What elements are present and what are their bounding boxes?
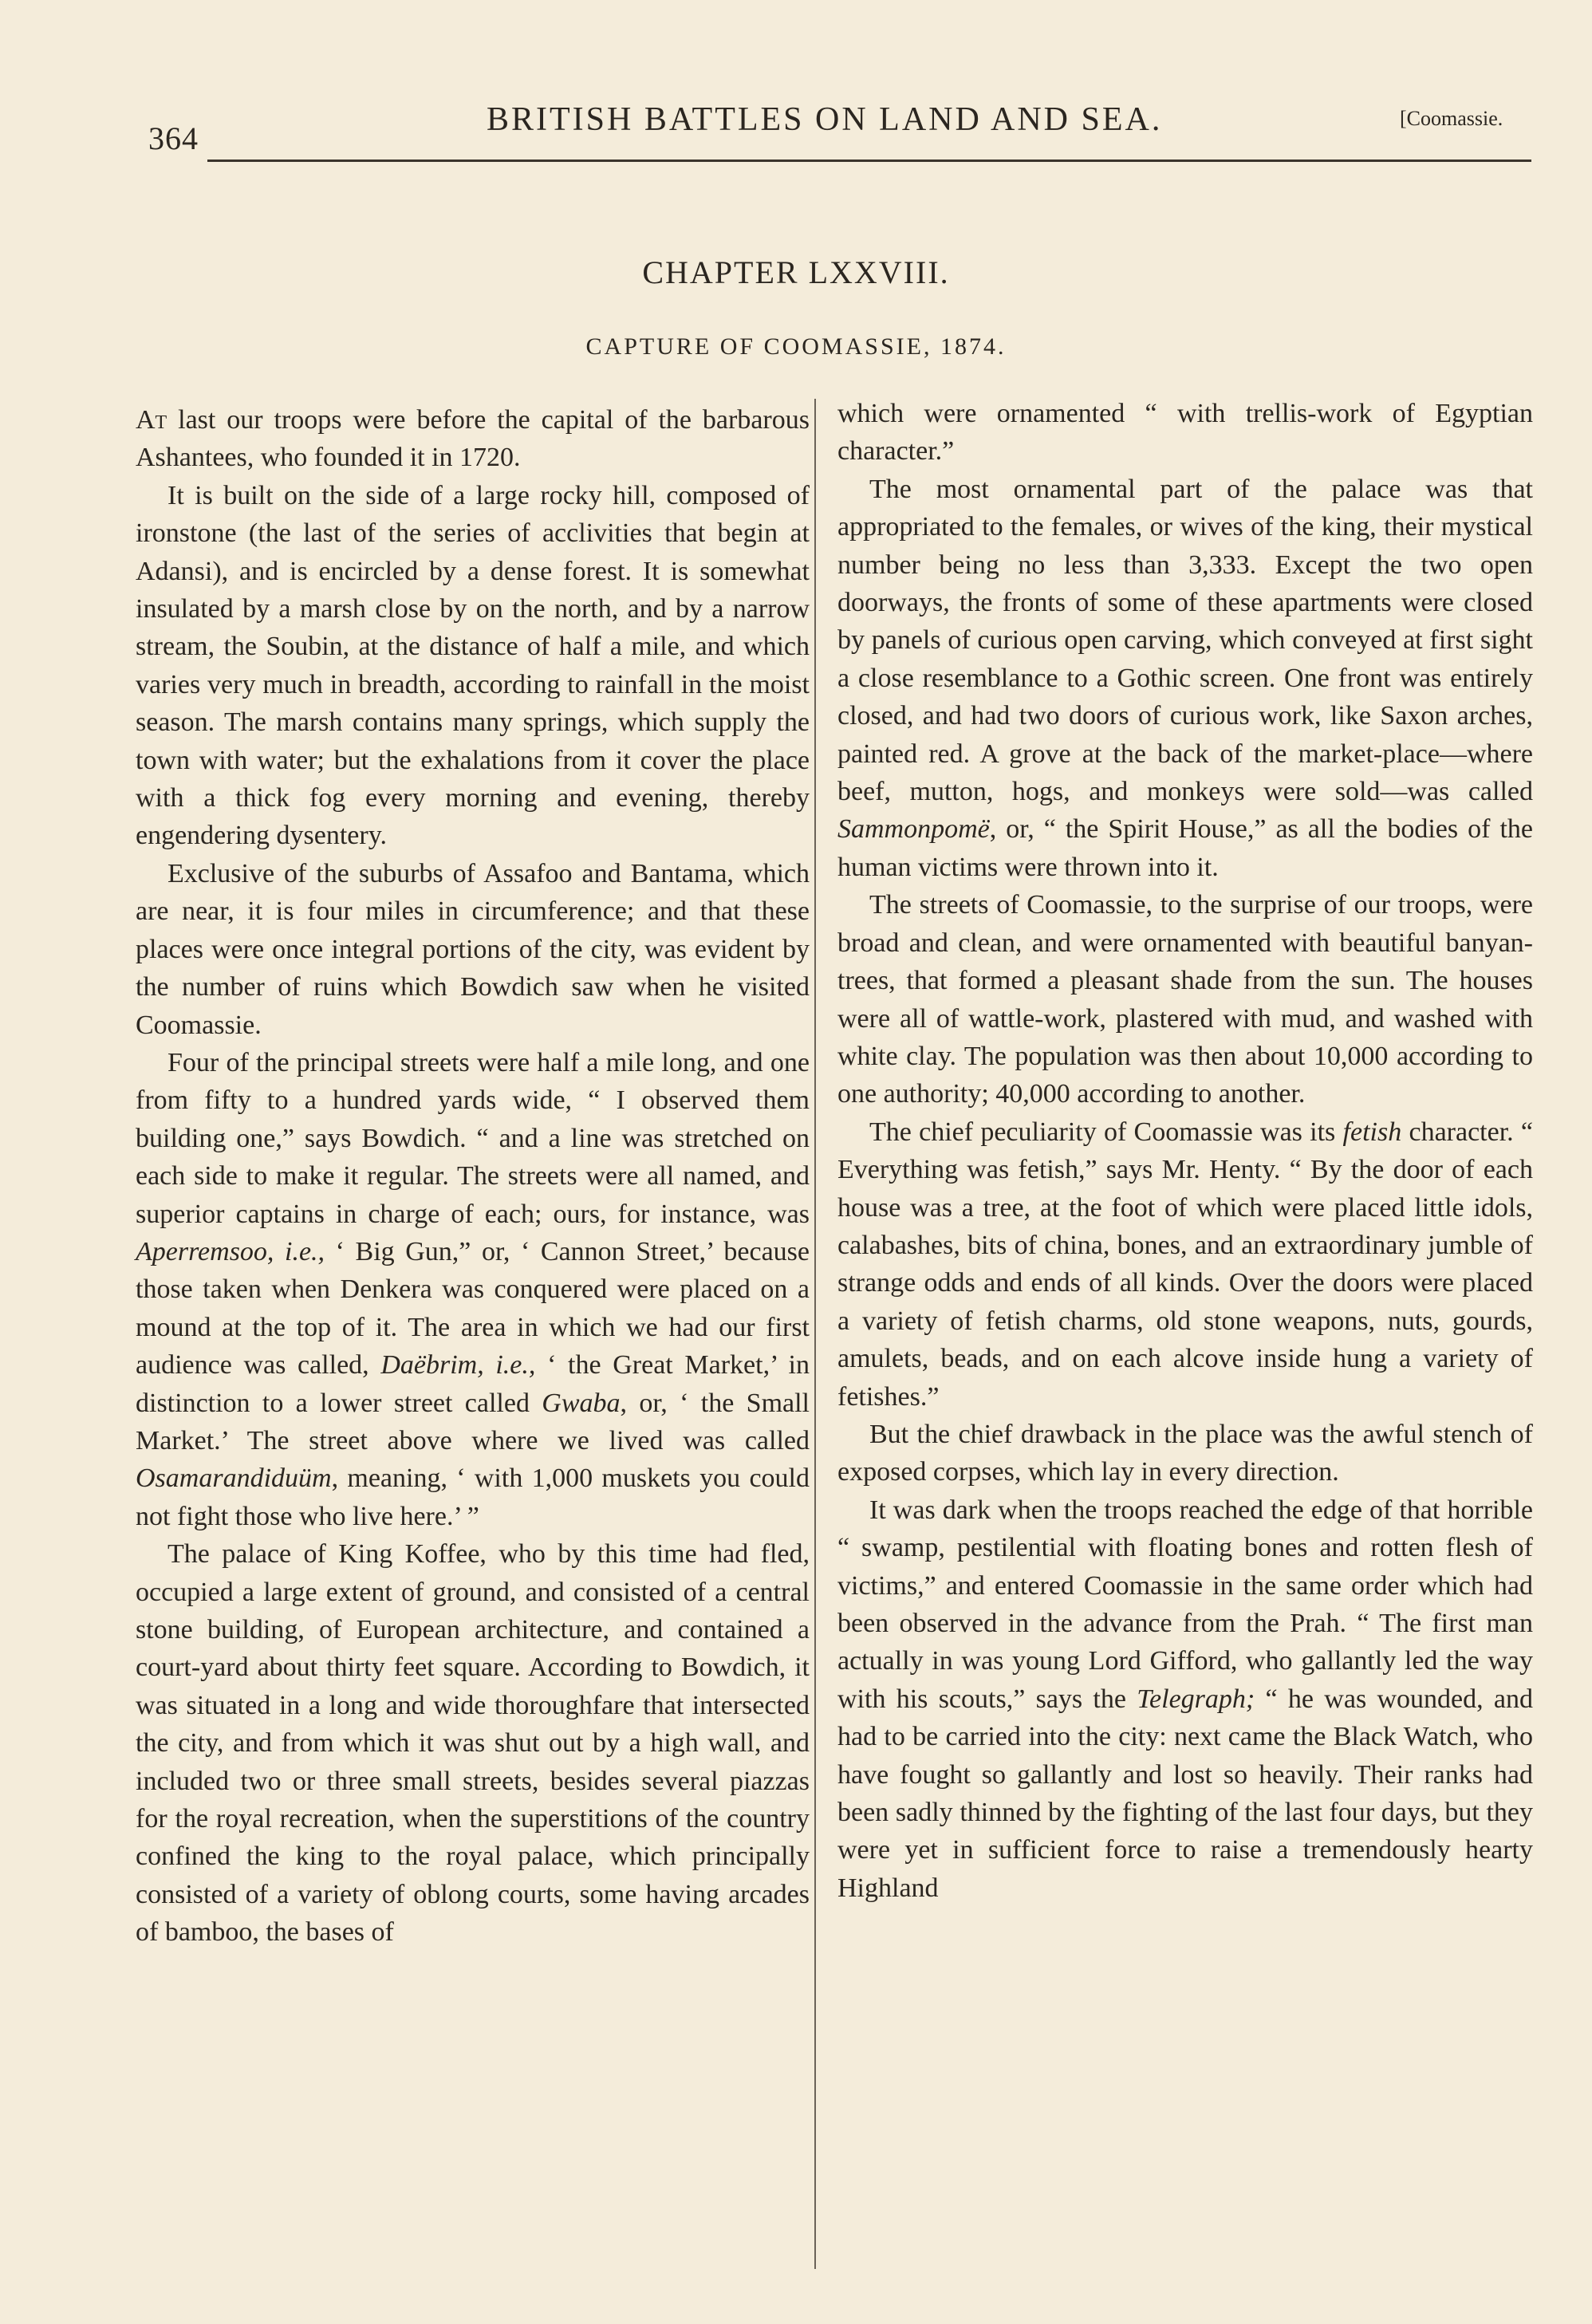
paragraph: The palace of King Koffee, who by this time had fled, occupied a large extent of ground, and consisted of a central stone building, of European architecture, and contained a court-yard about thirty feet square. According to Bowdich, it was situated in a long and wide thoroughfare that intersected the city, and from which it was shut out by a high wall, and included two or three small streets, besides several piazzas for the royal recreation, when the superstitions of the country confined the king to the royal palace, which principally consisted of a variety of oblong courts, some having arcades of bamboo, the bases of: [136, 1539, 810, 1948]
paragraph-text: last our troops were before the capital of the barbarous Ashantees, who founded it in 1720.: [136, 405, 810, 473]
italic-term: Sammonpomë: [837, 814, 990, 845]
paragraph: Exclusive of the suburbs of Assafoo and Bantama, which are near, it is four miles in circumference; and that these places were once integral portions of the city, was evident by the number of ruins which Bowdich saw when he visited Coomassie.: [136, 858, 810, 1040]
italic-term: Osamarandiduüm: [136, 1463, 332, 1494]
chapter-title: CHAPTER LXXVIII.: [642, 254, 950, 290]
lead-word: At: [136, 405, 167, 435]
paragraph-text: , or, ‘ the Small Market.’ The street above where we lived was called: [136, 1388, 810, 1455]
paragraph-text: The most ornamental part of the palace was that appropriated to the females, or wives of the king, their mystical number being no less than 3,333. Except the two open doorways, the fronts of some of these apartments were closed by panels of curious open carving, which conveyed at first sight a close resemblance to a Gothic screen. One front was entirely closed, and had two doors of curious work, like Saxon arches, painted red. A grove at the back of the market-place—where beef, mutton, hogs, and monkeys were sold—was called: [837, 474, 1533, 807]
left-column: [136, 401, 810, 1952]
italic-term: Telegraph;: [1137, 1684, 1255, 1714]
paragraph-text: character. “ Everything was fetish,” says Mr. Henty. “ By the door of each house was a tree, at the foot of which were placed little idols, calabashes, bits of china, bones, and an extraordinary jumble of strange odds and ends of all kinds. Over the doors were placed a variety of fetish charms, old stone weapons, nuts, gourds, amulets, beads, and on each alcove inside hung a variety of fetishes.”: [837, 1117, 1533, 1412]
paragraph-text: , meaning, ‘ with 1,000 muskets you could not fight those who live here.’ ”: [136, 1463, 810, 1531]
paragraph-text: It was dark when the troops reached the edge of that horrible “ swamp, pestilential with floating bones and rotten flesh of victims,” and entered Coomassie in the same order which had been observed in the advance from the Prah. “ The first man actually in was young Lord Gifford, who gallantly led the way with his scouts,” says the: [837, 1495, 1533, 1714]
paragraph-text: ‘ the Great Market,’ in distinction to a lower street called: [136, 1350, 810, 1418]
paragraph-text: ‘ Big Gun,” or, ‘ Cannon Street,’ because those taken when Denkera was conquered were placed on a mound at the top of it. The area in which we had our first audience was called,: [136, 1236, 810, 1381]
italic-term: Daëbrim, i.e.,: [380, 1350, 536, 1381]
paragraph-text: The chief peculiarity of Coomassie was its: [869, 1117, 1343, 1147]
running-title: BRITISH BATTLES ON LAND AND SEA.: [487, 101, 1163, 138]
paragraph: [136, 1044, 810, 1535]
paragraph-text: , or, “ the Spirit House,” as all the bodies of the human victims were thrown into it.: [837, 814, 1533, 882]
paragraph: which were ornamented “ with trellis-work of Egyptian character.”: [837, 399, 1533, 467]
paragraph-text: Four of the principal streets were half a mile long, and one from fifty to a hundred yards wide, “ I observed them building one,” says Bowdich. “ and a line was stretched on each side to make it regular. The streets were all named, and superior captains in charge of each; ours, for instance, was: [136, 1047, 810, 1229]
italic-term: fetish: [1342, 1117, 1402, 1147]
column-divider: [814, 399, 816, 2269]
right-column: [837, 395, 1533, 1907]
section-tag: [Coomassie.: [1400, 107, 1503, 130]
page-number: 364: [148, 120, 199, 156]
paragraph-text: “ he was wounded, and had to be carried into the city: next came the Black Watch, who have fought so gallantly and lost so heavily. Their ranks had been sadly thinned by the fighting of the last four days, but they were yet in sufficient force to raise a tremendously hearty Highland: [837, 1684, 1533, 1903]
italic-term: Aperremsoo, i.e.,: [136, 1236, 325, 1266]
paragraph: [837, 471, 1533, 886]
paragraph: [136, 401, 810, 477]
paragraph: But the chief drawback in the place was the awful stench of exposed corpses, which lay in every direction.: [837, 1419, 1533, 1487]
paragraph: [837, 1491, 1533, 1907]
chapter-subtitle: CAPTURE OF COOMASSIE, 1874.: [585, 333, 1007, 360]
header-rule: [207, 160, 1531, 162]
paragraph: The streets of Coomassie, to the surprise of our troops, were broad and clean, and were ornamented with beautiful banyan-trees, that formed a pleasant shade from the sun. The houses were all of wattle-work, plastered with mud, and washed with white clay. The population was then about 10,000 according to one authority; 40,000 according to another.: [837, 890, 1533, 1109]
paragraph: It is built on the side of a large rocky hill, composed of ironstone (the last of the series of acclivities that begin at Adansi), and is encircled by a dense forest. It is somewhat insulated by a marsh close by on the north, and by a narrow stream, the Soubin, at the distance of half a mile, and which varies very much in breadth, according to rainfall in the moist season. The marsh contains many springs, which supply the town with water; but the exhalations from it cover the place with a thick fog every morning and evening, thereby engendering dysentery.: [136, 480, 810, 851]
italic-term: Gwaba: [542, 1388, 621, 1418]
paragraph: [837, 1113, 1533, 1416]
